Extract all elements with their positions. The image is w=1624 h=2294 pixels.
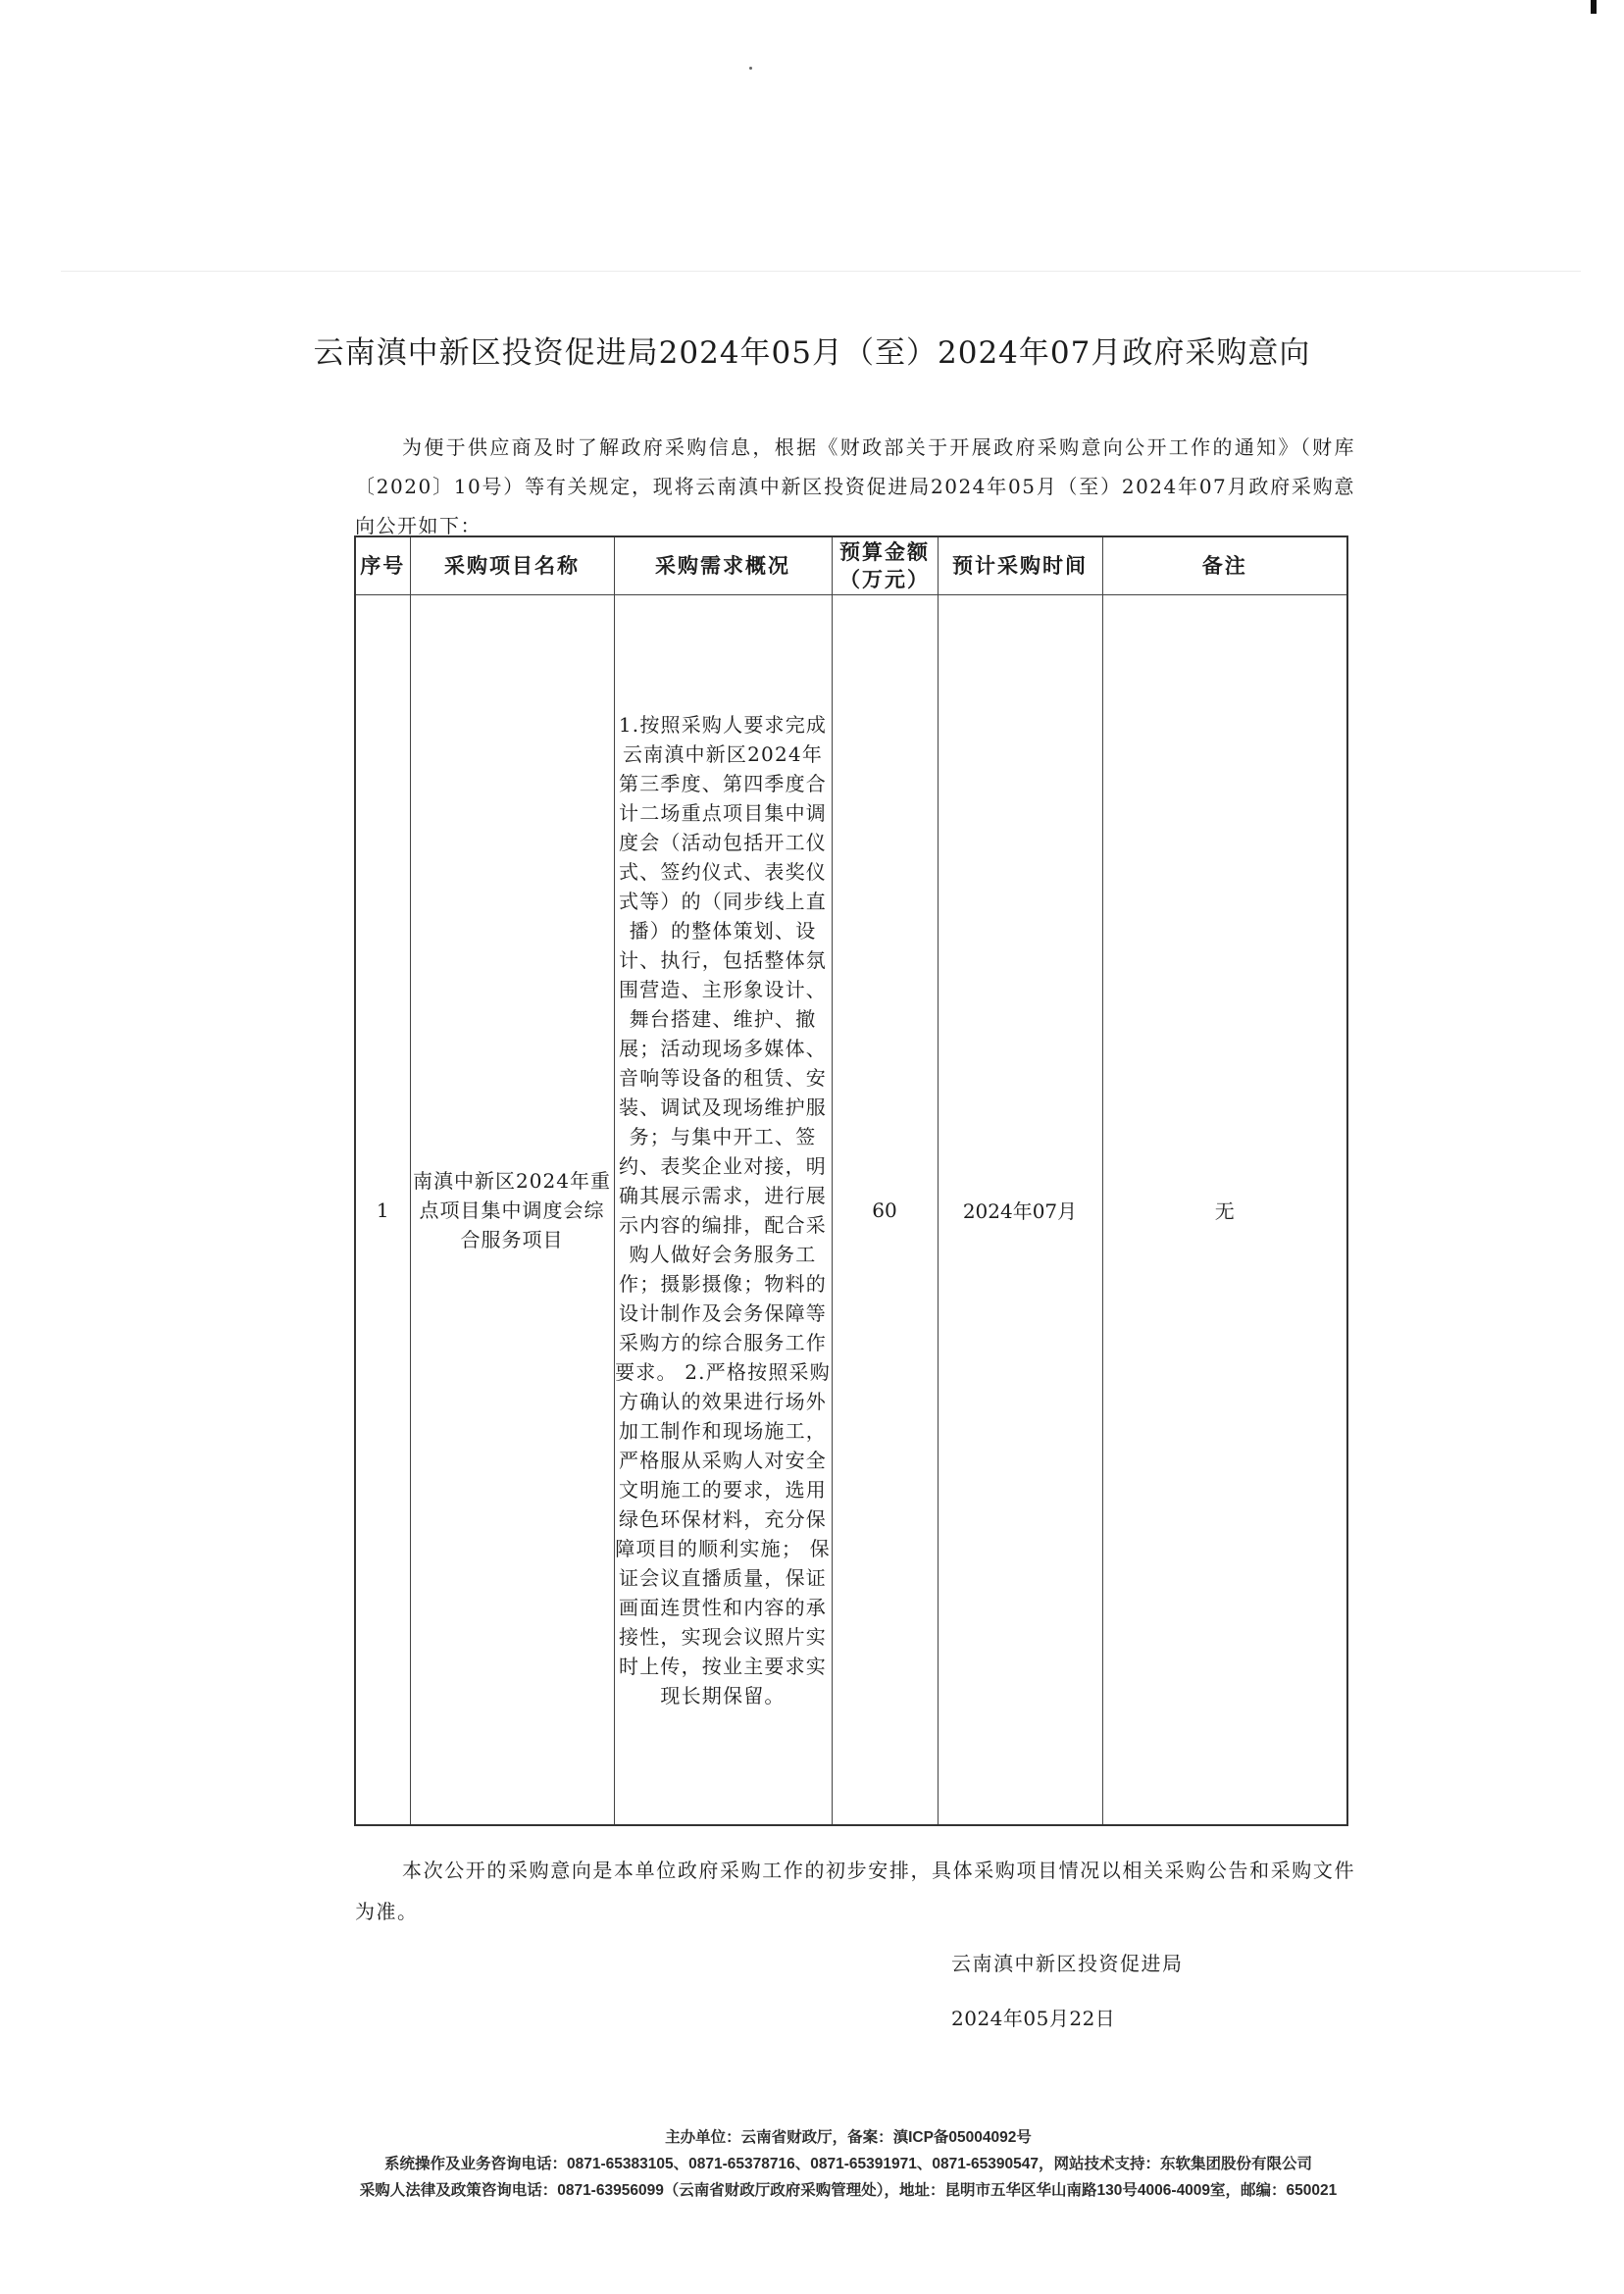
intro-paragraph: 为便于供应商及时了解政府采购信息，根据《财政部关于开展政府采购意向公开工作的通知》（财库〔2020〕10号）等有关规定，现将云南滇中新区投资促进局2024年05月（至）2024年07月政府采购意向公开如下：: [355, 435, 1355, 537]
scan-speck: [749, 67, 752, 70]
site-footer: [294, 2124, 1402, 2204]
header-remark: 备注: [1102, 536, 1347, 595]
row-remark: 无: [1102, 595, 1347, 1826]
header-project-name: 采购项目名称: [410, 536, 614, 595]
header-index: 序号: [355, 536, 410, 595]
issuing-organization: 云南滇中新区投资促进局: [951, 1952, 1184, 1975]
row-project-name: 南滇中新区2024年重点项目集中调度会综合服务项目: [410, 595, 614, 1826]
footer-policy-line: 采购人法律及政策咨询电话：0871-63956099（云南省财政厅政府采购管理处），地址：昆明市五华区华山南路130号4006-4009室，邮编：650021: [359, 2182, 1338, 2199]
row-requirement-summary: 1.按照采购人要求完成云南滇中新区2024年第三季度、第四季度合计二场重点项目集中调度会（活动包括开工仪式、签约仪式、表奖仪式等）的（同步线上直播）的整体策划、设计、执行，包括整体氛围营造、主形象设计、舞台搭建、维护、撤展；活动现场多媒体、音响等设备的租赁、安装、调试及现场维护服务；与集中开工、签约、表奖企业对接，明确其展示需求，进行展示内容的编排，配合采购人做好会务服务工作；摄影摄像；物料的设计制作及会务保障等采购方的综合服务工作要求。 2.严格按照采购方确认的效果进行场外加工制作和现场施工，严格服从采购人对安全文明施工的要求，选用绿色环保材料，充分保障项目的顺利实施； 保证会议直播质量，保证画面连贯性和内容的承接性，实现会议照片实时上传，按业主要求实现长期保留。: [614, 595, 832, 1826]
footer-sponsor-line: 主办单位：云南省财政厅，备案：滇ICP备05004092号: [665, 2129, 1032, 2146]
scan-fold-line: [61, 271, 1581, 272]
document-title: 云南滇中新区投资促进局2024年05月（至）2024年07月政府采购意向: [313, 335, 1311, 371]
row-index: 1: [355, 595, 410, 1826]
header-requirement-summary: 采购需求概况: [614, 536, 832, 595]
scan-edge-mark: [1591, 0, 1597, 14]
header-budget: 预算金额（万元）: [832, 536, 938, 595]
procurement-intent-table: [354, 535, 1348, 1826]
closing-paragraph: 本次公开的采购意向是本单位政府采购工作的初步安排，具体采购项目情况以相关采购公告和采购文件为准。: [355, 1859, 1355, 1923]
table-header-row: [355, 536, 1347, 595]
issue-date: 2024年05月22日: [951, 2007, 1116, 2030]
footer-support-line: 系统操作及业务咨询电话：0871-65383105、0871-65378716、0871-65391971、0871-65390547，网站技术支持：东软集团股份有限公司: [384, 2156, 1312, 2172]
header-expected-time: 预计采购时间: [938, 536, 1102, 595]
row-expected-time: 2024年07月: [938, 595, 1102, 1826]
row-budget: 60: [832, 595, 938, 1826]
table-row: [355, 595, 1347, 1826]
